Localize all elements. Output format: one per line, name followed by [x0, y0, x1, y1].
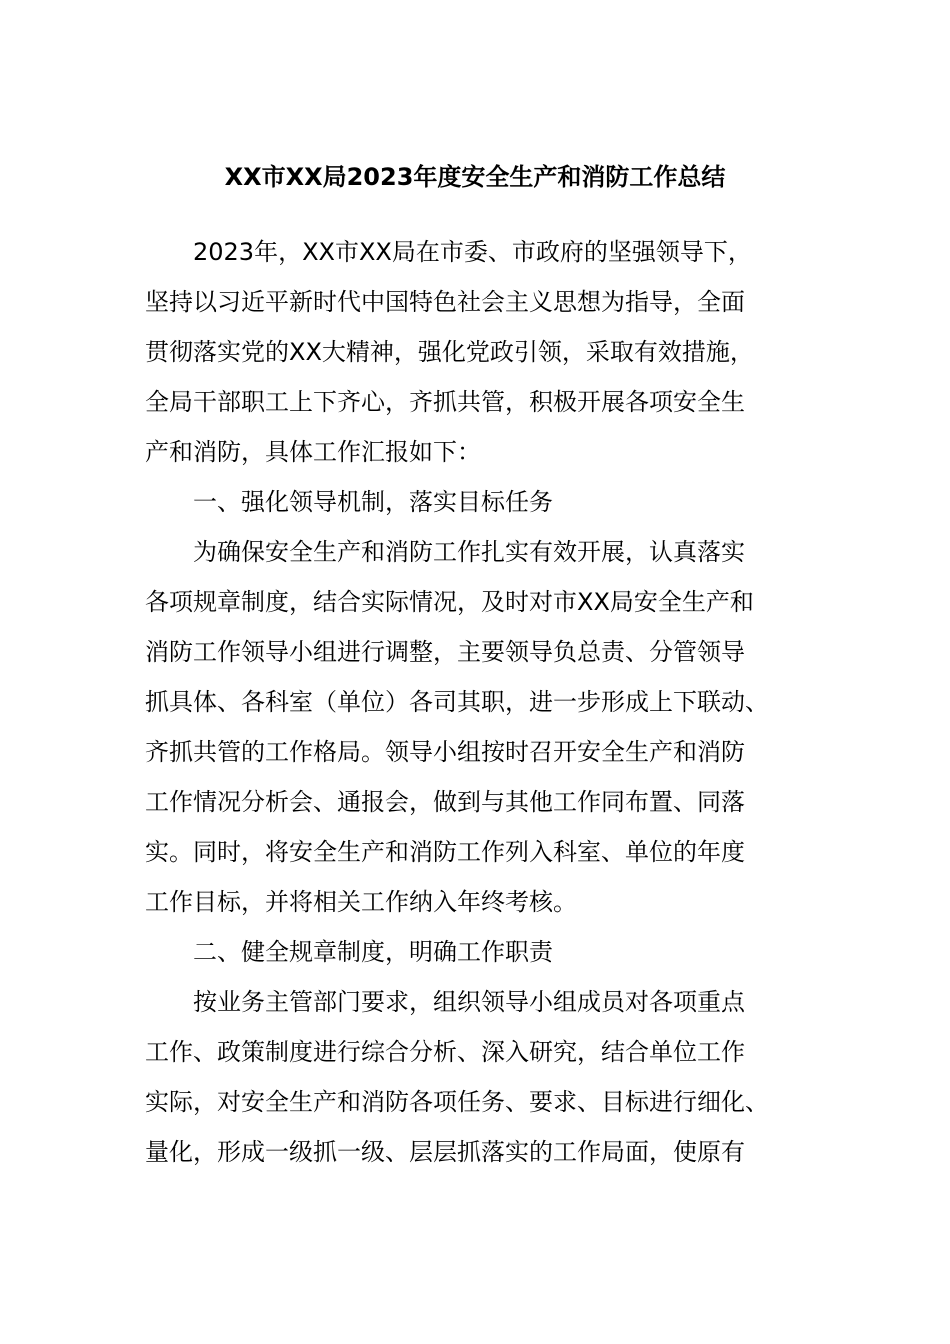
document-title: XX市XX局2023年度安全生产和消防工作总结: [224, 163, 726, 191]
section-heading: 一、强化领导机制，落实目标任务: [193, 488, 553, 516]
paragraph-line: 按业务主管部门要求，组织领导小组成员对各项重点: [193, 988, 745, 1016]
paragraph-line: 工作目标，并将相关工作纳入年终考核。: [145, 888, 577, 916]
paragraph-line: 工作、政策制度进行综合分析、深入研究，结合单位工作: [145, 1038, 745, 1066]
paragraph-line: 贯彻落实党的XX大精神，强化党政引领，采取有效措施，: [145, 338, 754, 366]
paragraph-line: 2023年，XX市XX局在市委、市政府的坚强领导下，: [193, 238, 752, 266]
paragraph-line: 工作情况分析会、通报会，做到与其他工作同布置、同落: [145, 788, 745, 816]
paragraph-line: 各项规章制度，结合实际情况，及时对市XX局安全生产和: [145, 588, 754, 616]
paragraph-line: 为确保安全生产和消防工作扎实有效开展，认真落实: [193, 538, 745, 566]
paragraph-line: 量化，形成一级抓一级、层层抓落实的工作局面，使原有: [145, 1138, 745, 1166]
paragraph-line: 坚持以习近平新时代中国特色社会主义思想为指导，全面: [145, 288, 745, 316]
paragraph-line: 产和消防，具体工作汇报如下：: [145, 438, 481, 466]
paragraph-line: 消防工作领导小组进行调整，主要领导负总责、分管领导: [145, 638, 745, 666]
paragraph-line: 抓具体、各科室（单位）各司其职，进一步形成上下联动、: [145, 688, 769, 716]
paragraph-line: 实。同时，将安全生产和消防工作列入科室、单位的年度: [145, 838, 745, 866]
paragraph-line: 齐抓共管的工作格局。领导小组按时召开安全生产和消防: [145, 738, 745, 766]
section-heading: 二、健全规章制度，明确工作职责: [193, 938, 553, 966]
paragraph-line: 实际，对安全生产和消防各项任务、要求、目标进行细化、: [145, 1088, 769, 1116]
paragraph-line: 全局干部职工上下齐心，齐抓共管，积极开展各项安全生: [145, 388, 745, 416]
